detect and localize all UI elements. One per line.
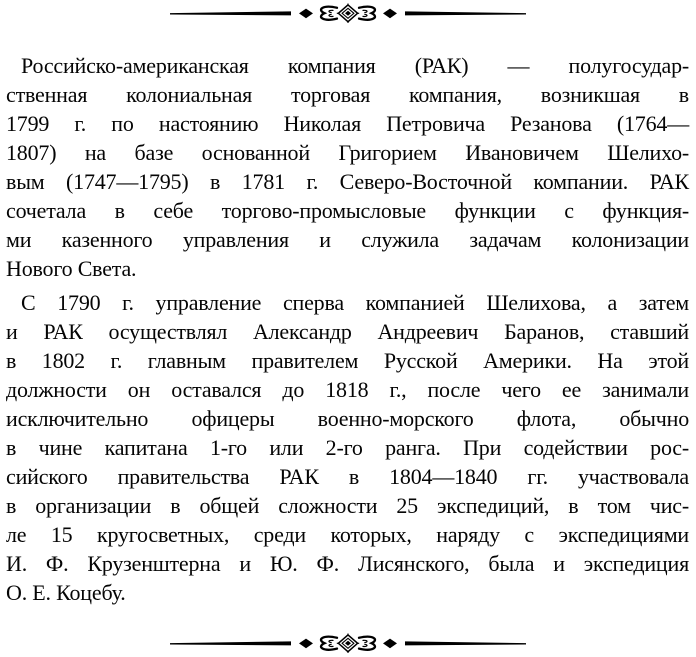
text-line: в чине капитана 1-го или 2-го ранга. При содействии рос- [6, 435, 689, 460]
text-line: О. Е. Коцебу. [6, 580, 126, 605]
text-line: И. Ф. Крузенштерна и Ю. Ф. Лисянского, была и экспедиция [6, 551, 689, 576]
text-line: Российско-американская компания (РАК) — полугосудар- [21, 53, 689, 78]
text-line: в 1802 г. главным правителем Русской Америки. На этой [6, 348, 689, 373]
text-line: ственная колониальная торговая компания, возникшая в [6, 82, 689, 107]
bottom-divider-ornament [170, 607, 526, 653]
text-line: исключительно офицеры военно-морского флота, обычно [6, 406, 689, 431]
fleuron-divider-icon [170, 633, 526, 653]
text-line: С 1790 г. управление сперва компанией Шелихова, а затем [21, 290, 689, 315]
text-line: ми казенного управления и служила задачам колонизации [6, 227, 689, 252]
text-line: вым (1747—1795) в 1781 г. Северо-Восточной компании. РАК [6, 169, 689, 194]
text-line: Нового Света. [6, 256, 137, 281]
text-line: 1799 г. по настоянию Николая Петровича Резанова (1764— [6, 111, 689, 136]
floral-diamond-icon [337, 4, 359, 24]
fleuron-divider-icon [170, 3, 526, 23]
text-line: сийского правительства РАК в 1804—1840 гг. участвовала [6, 464, 689, 489]
top-divider-ornament [170, 0, 526, 23]
left-rule-scroll-icon [170, 7, 337, 20]
paragraph [6, 51, 689, 283]
right-rule-scroll-icon [359, 637, 526, 650]
left-rule-scroll-icon [170, 637, 337, 650]
floral-diamond-icon [337, 634, 359, 654]
paragraph [6, 288, 689, 607]
text-content [6, 51, 689, 607]
text-line: 1807) на базе основанной Григорием Ивановичем Шелихо- [6, 140, 689, 165]
text-line: в организации в общей сложности 25 экспедиций, в том чис- [6, 493, 689, 518]
text-line: ле 15 кругосветных, среди которых, наряду с экспедициями [6, 522, 689, 547]
text-line: и РАК осуществлял Александр Андреевич Баранов, ставший [6, 319, 689, 344]
text-line: сочетала в себе торгово-промысловые функции с функция- [6, 198, 689, 223]
text-line: должности он оставался до 1818 г., после чего ее занимали [6, 377, 689, 402]
right-rule-scroll-icon [359, 7, 526, 20]
